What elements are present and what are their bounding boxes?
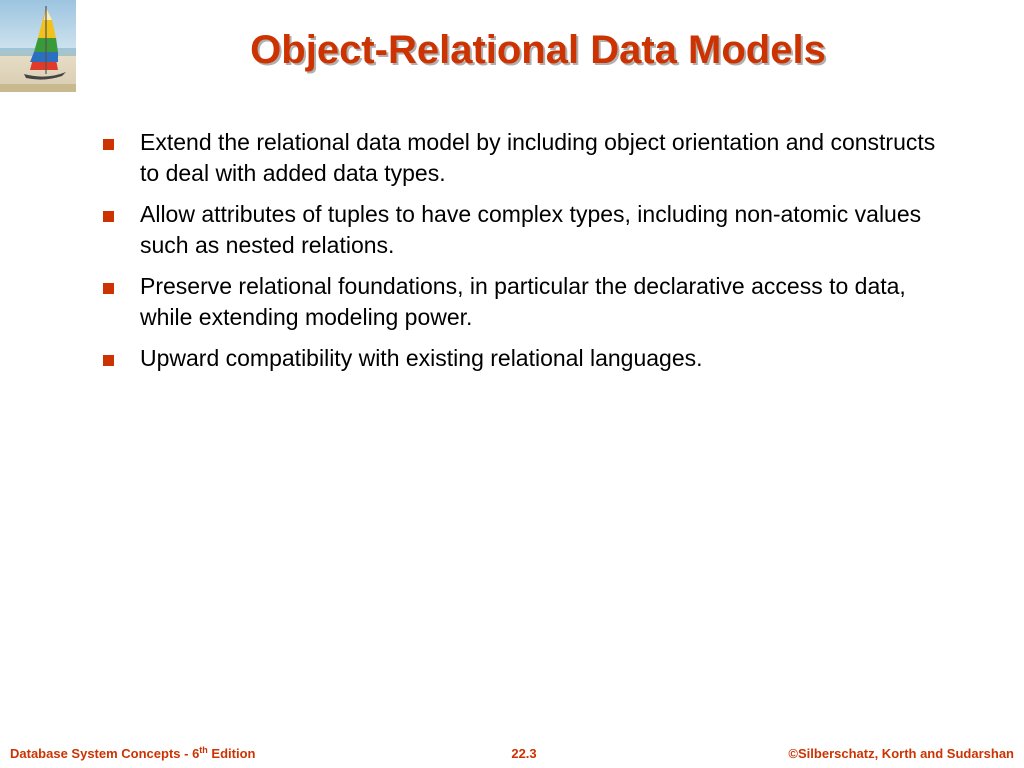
footer-book-sup: th: [199, 745, 208, 755]
bullet-list: [103, 127, 943, 384]
footer-book-prefix: Database System Concepts - 6: [10, 746, 200, 761]
bullet-text: Upward compatibility with existing relational languages.: [140, 345, 703, 371]
footer-page-number: 22.3: [511, 746, 537, 761]
footer-book-title: [10, 746, 255, 761]
bullet-text: Extend the relational data model by including object orientation and constructs to deal with added data types.: [140, 129, 936, 186]
bullet-text: Allow attributes of tuples to have complex types, including non-atomic values such as nested relations.: [140, 201, 922, 258]
square-bullet-icon: [103, 283, 114, 294]
bullet-text: Preserve relational foundations, in particular the declarative access to data, while extending modeling power.: [140, 273, 906, 330]
slide-title: Object-Relational Data Models: [250, 28, 826, 72]
slide-footer: [0, 744, 1024, 764]
bullet-item: [103, 343, 943, 374]
bullet-item: [103, 199, 943, 261]
bullet-item: [103, 127, 943, 189]
square-bullet-icon: [103, 139, 114, 150]
bullet-item: [103, 271, 943, 333]
footer-copyright: ©Silberschatz, Korth and Sudarshan: [788, 746, 1014, 761]
square-bullet-icon: [103, 355, 114, 366]
square-bullet-icon: [103, 211, 114, 222]
footer-book-suffix: Edition: [207, 746, 256, 761]
